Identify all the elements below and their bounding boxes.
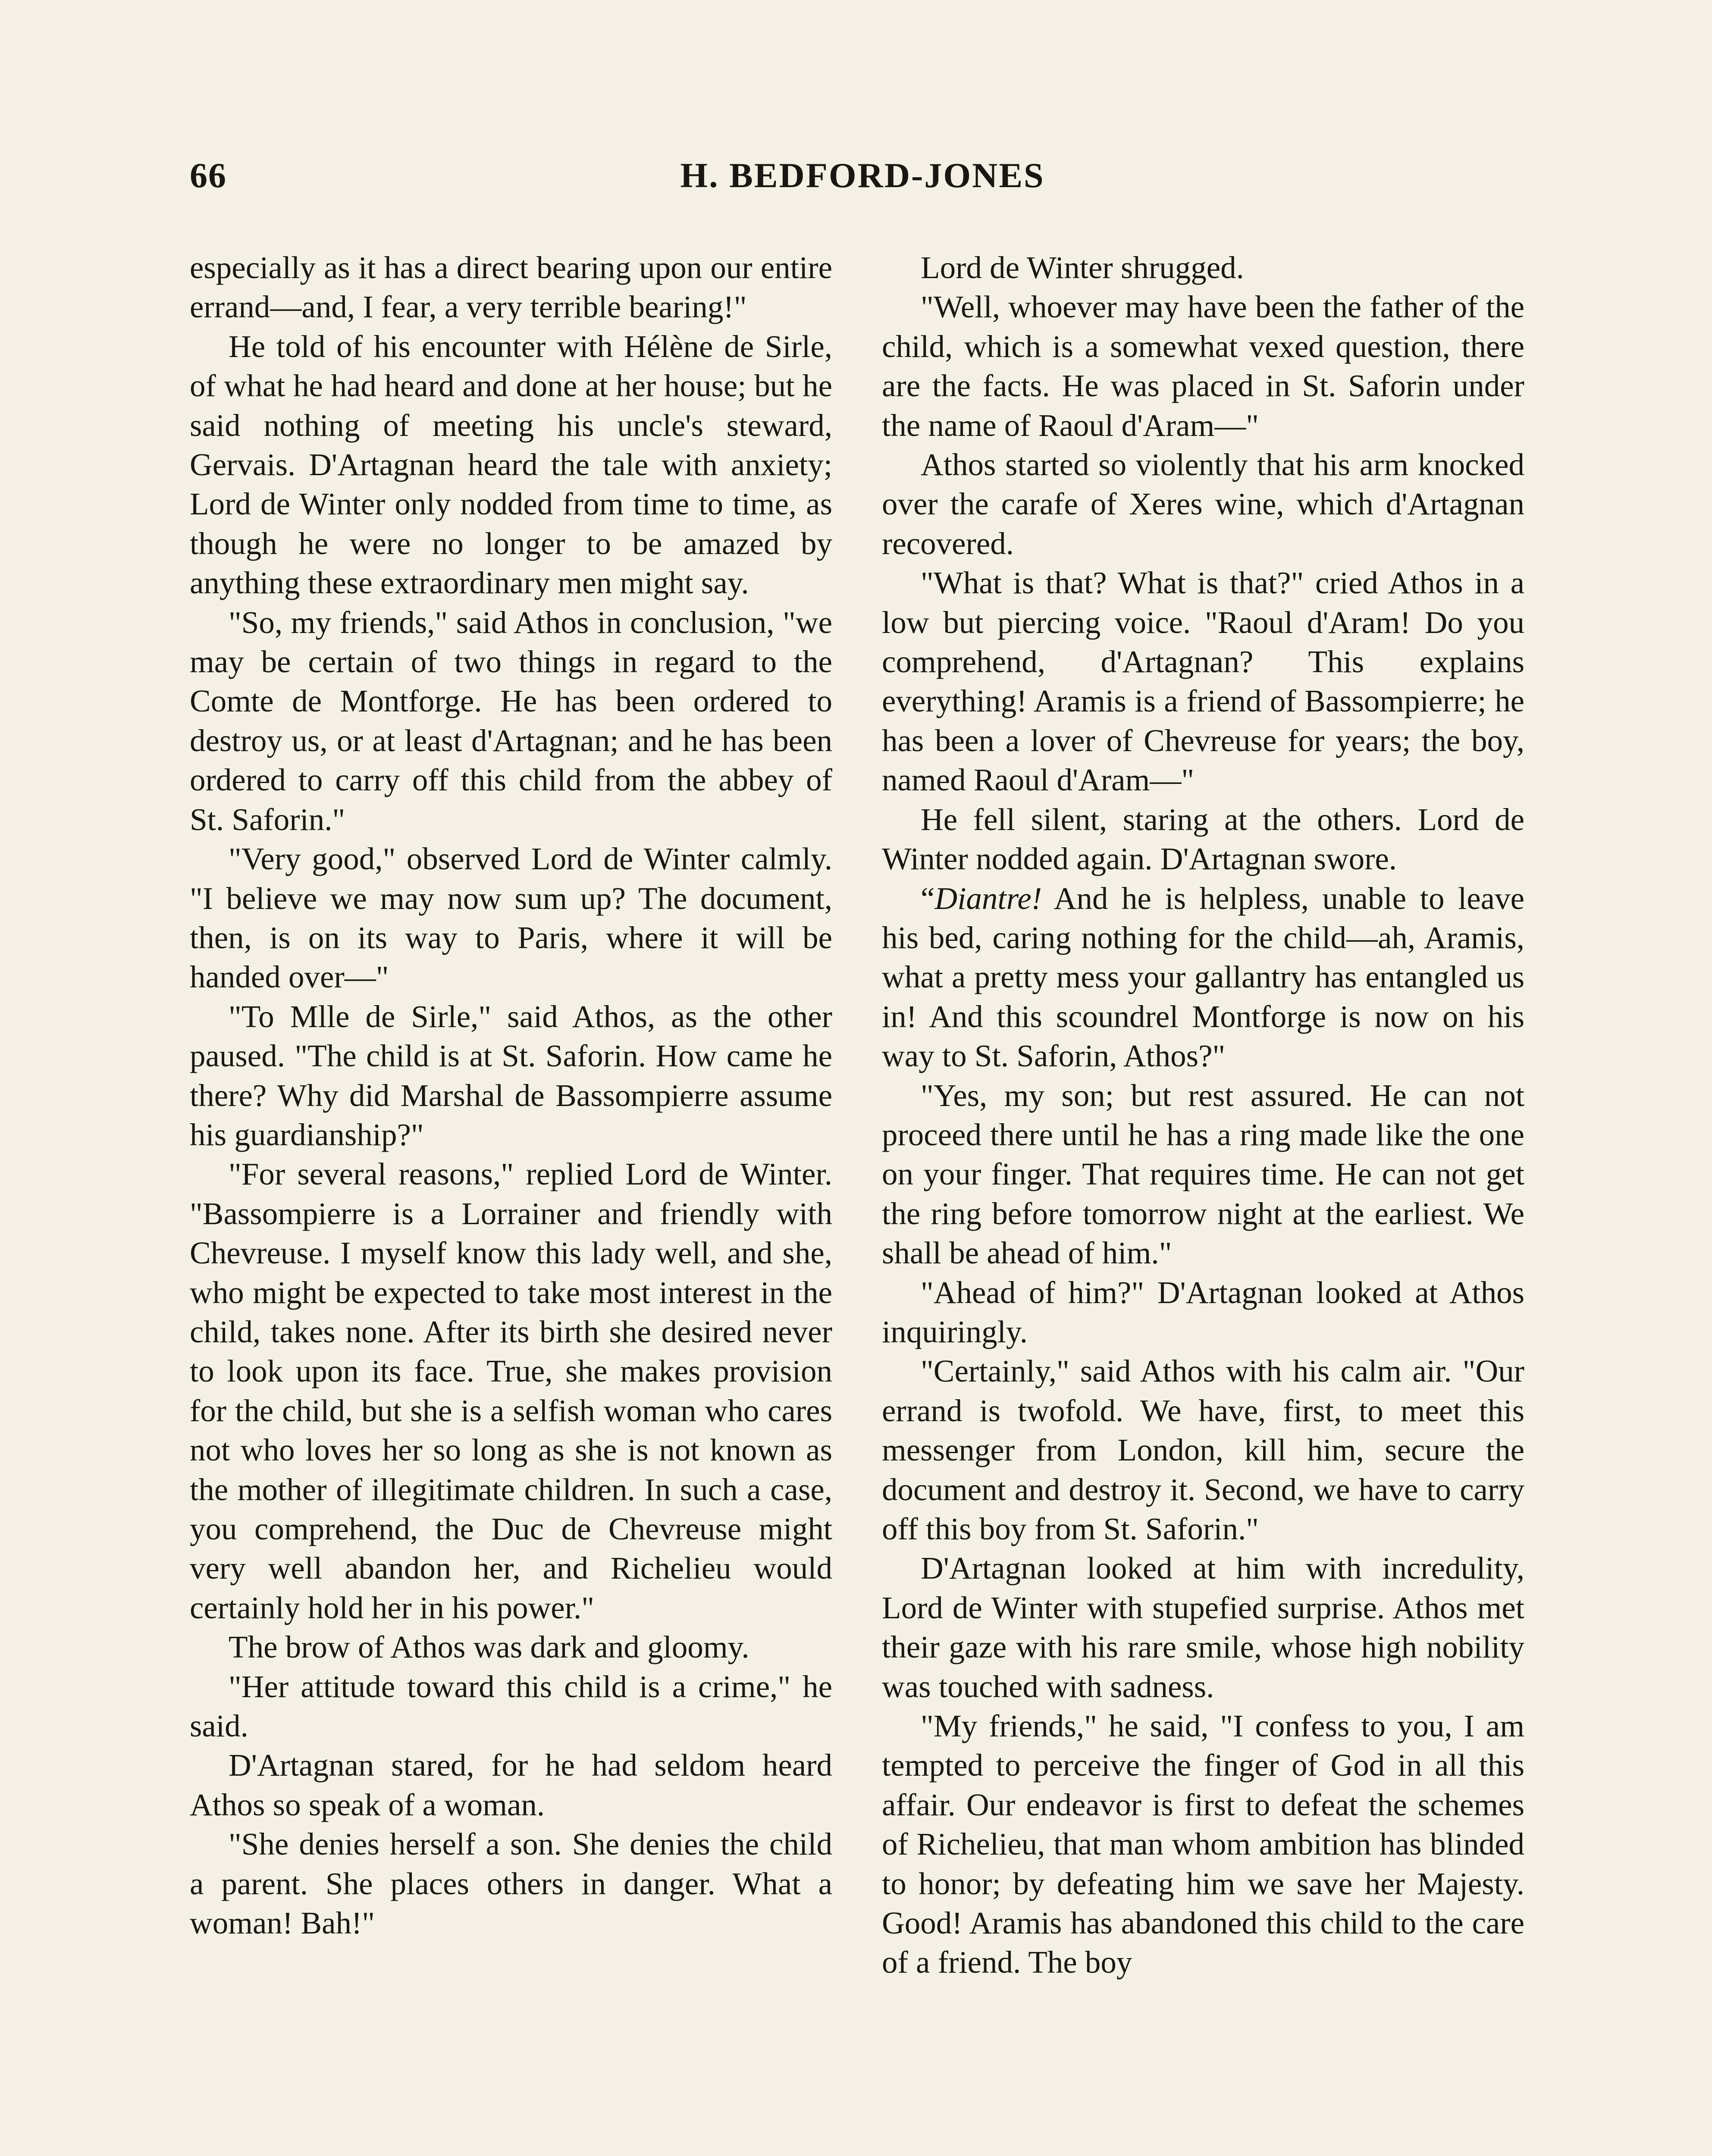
paragraph: "Very good," observed Lord de Winter calmly. "I believe we may now sum up? The document, then, is on its way to Paris, where it will be handed over—"	[190, 841, 832, 995]
right-column	[882, 248, 1524, 1982]
page-header	[190, 155, 1535, 207]
paragraph: He fell silent, staring at the others. Lord de Winter nodded again. D'Artagnan swore.	[882, 802, 1524, 877]
paragraph: "Well, whoever may have been the father of the child, which is a somewhat vexed question, there are the facts. He was placed in St. Saforin under the name of Raoul d'Aram—"	[882, 289, 1524, 443]
paragraph: He told of his encounter with Hélène de Sirle, of what he had heard and done at her house; but he said nothing of meeting his uncle's steward, Gervais. D'Artagnan heard the tale with anxiety; Lord de Winter only nodded from time to time, as though he were no longer to be amazed by anything these extraordinary men might say.	[190, 329, 832, 601]
paragraph: "Her attitude toward this child is a crime," he said.	[190, 1669, 832, 1744]
open-quote: “	[921, 881, 935, 916]
paragraph-diantre	[882, 879, 1524, 1076]
paragraph: D'Artagnan stared, for he had seldom heard Athos so speak of a woman.	[190, 1748, 832, 1822]
running-head: H. BEDFORD-JONES	[680, 156, 1045, 195]
paragraph: especially as it has a direct bearing upon our entire errand—and, I fear, a very terrible bearing!"	[190, 250, 832, 325]
paragraph: "What is that? What is that?" cried Athos in a low but piercing voice. "Raoul d'Aram! Do you comprehend, d'Artagnan? This explains everything! Aramis is a friend of Bassompierre; he has been a lover of Chevreuse for years; the boy, named Raoul d'Aram—"	[882, 565, 1524, 798]
paragraph: "My friends," he said, "I confess to you, I am tempted to perceive the finger of God in all this affair. Our endeavor is first to defeat the schemes of Richelieu, that man whom ambition has blinded to honor; by defeating him we save her Majesty. Good! Aramis has abandoned this child to the care of a friend. The boy	[882, 1708, 1524, 1980]
diantre-italic: Diantre!	[934, 881, 1042, 916]
paragraph: "Yes, my son; but rest assured. He can not proceed there until he has a ring made like the one on your finger. That requires time. He can not get the ring before tomorrow night at the earliest. We shall be ahead of him."	[882, 1078, 1524, 1271]
paragraph: "She denies herself a son. She denies the child a parent. She places others in danger. What a woman! Bah!"	[190, 1827, 832, 1941]
paragraph: Athos started so violently that his arm knocked over the carafe of Xeres wine, which d'Artagnan recovered.	[882, 447, 1524, 561]
left-column	[190, 248, 832, 1943]
paragraph: "Ahead of him?" D'Artagnan looked at Athos inquiringly.	[882, 1275, 1524, 1349]
paragraph: "To Mlle de Sirle," said Athos, as the other paused. "The child is at St. Saforin. How came he there? Why did Marshal de Bassompierre assume his guardianship?"	[190, 999, 832, 1152]
paragraph: "For several reasons," replied Lord de Winter. "Bassompierre is a Lorrainer and friendly with Chevreuse. I myself know this lady well, and she, who might be expected to take most interest in the child, takes none. After its birth she desired never to look upon its face. True, she makes provision for the child, but she is a selfish woman who cares not who loves her so long as she is not known as the mother of illegitimate children. In such a case, you comprehend, the Duc de Chevreuse might very well abandon her, and Richelieu would certainly hold her in his power."	[190, 1156, 832, 1625]
paragraph: "Certainly," said Athos with his calm air. "Our errand is twofold. We have, first, to meet this messenger from London, kill him, secure the document and destroy it. Second, we have to carry off this boy from St. Saforin."	[882, 1354, 1524, 1546]
paragraph: The brow of Athos was dark and gloomy.	[229, 1630, 749, 1665]
page-number: 66	[190, 156, 227, 195]
paragraph: "So, my friends," said Athos in conclusion, "we may be certain of two things in regard to the Comte de Montforge. He has been ordered to destroy us, or at least d'Artagnan; and he has been ordered to carry off this child from the abbey of St. Saforin."	[190, 605, 832, 837]
paragraph: Lord de Winter shrugged.	[921, 250, 1244, 285]
diantre-rest: And he is helpless, unable to leave his bed, caring nothing for the child—ah, Aramis, what a pretty mess your gallantry has entangled us in! And this scoundrel Montforge is now on his way to St. Saforin, Athos?"	[882, 881, 1524, 1074]
paragraph: D'Artagnan looked at him with incredulity, Lord de Winter with stupefied surprise. Athos met their gaze with his rare smile, whose high nobility was touched with sadness.	[882, 1551, 1524, 1704]
